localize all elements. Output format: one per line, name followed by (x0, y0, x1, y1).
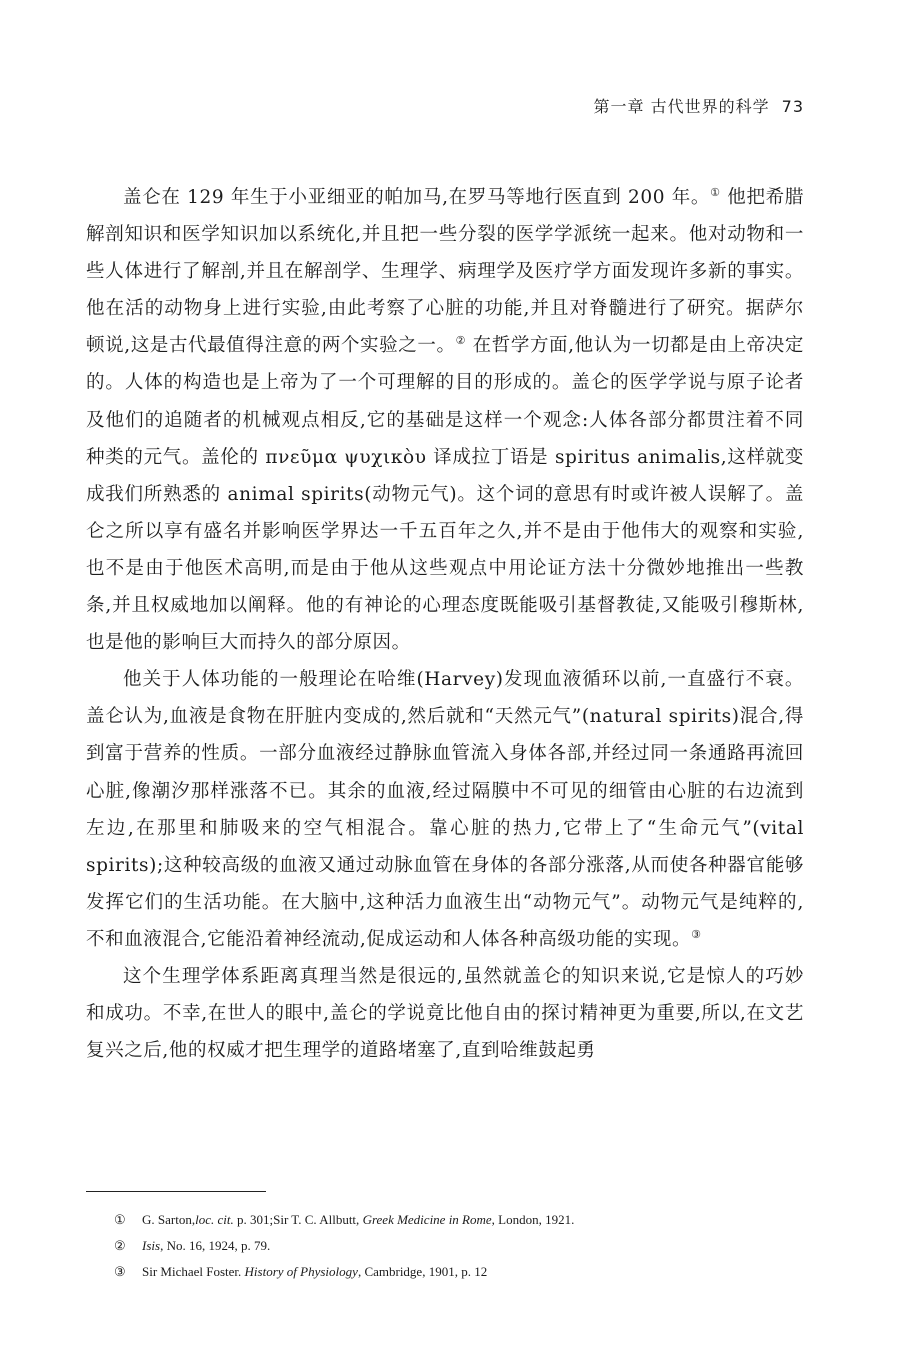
body-text (86, 179, 804, 1069)
footnote-mark: ① (114, 1212, 126, 1227)
footnote-rule (86, 1191, 266, 1192)
paragraph (86, 661, 804, 958)
text-segment: 他把希腊解剖知识和医学知识加以系统化,并且把一些分裂的医学学派统一起来。他对动物和一些人体进行了解剖,并且在解剖学、生理学、病理学及医疗学方面发现许多新的事实。他在活的动物身上进行实验,由此考察了心脏的功能,并且对脊髓进行了研究。据萨尔顿说,这是古代最值得注意的两个实验之一。 (86, 187, 804, 357)
footnote-title: History of Physiology (244, 1264, 358, 1279)
footnotes (114, 1207, 802, 1285)
footnote-item (114, 1233, 802, 1259)
footnote-text: Sir Michael Foster. (142, 1264, 245, 1279)
footnote-mark: ② (114, 1238, 126, 1253)
footnote-title: Greek Medicine in Rome (362, 1212, 492, 1227)
footnote-title: loc. cit. (195, 1212, 234, 1227)
footnote-mark: ③ (114, 1264, 126, 1279)
text-segment: 这个生理学体系距离真理当然是很远的,虽然就盖仑的知识来说,它是惊人的巧妙和成功。不幸,在世人的眼中,盖仑的学说竟比他自由的探讨精神更为重要,所以,在文艺复兴之后,他的权威才把生理学的道路堵塞了,直到哈维鼓起勇 (86, 965, 804, 1062)
footnote-text: p. 301;Sir T. C. Allbutt, (233, 1212, 363, 1227)
page-number: 73 (781, 97, 804, 116)
footnote-text: G. Sarton, (142, 1212, 196, 1227)
text-segment: 他关于人体功能的一般理论在哈维(Harvey)发现血液循环以前,一直盛行不衰。盖仑认为,血液是食物在肝脏内变成的,然后就和“天然元气”(natural spirits)混合,得到富于营养的性质。一部分血液经过静脉血管流入身体各部,并经过同一条通路再流回心脏,像潮汐那样涨落不已。其余的血液,经过隔膜中不可见的细管由心脏的右边流到左边,在那里和肺吸来的空气相混合。靠心脏的热力,它带上了“生命元气”(vital spirits);这种较高级的血液又通过动脉血管在身体的各部分涨落,从而使各种器官能够发挥它们的生活功能。在大脑中,这种活力血液生出“动物元气”。动物元气是纯粹的,不和血液混合,它能沿着神经流动,促成运动和人体各种高级功能的实现。 (86, 669, 804, 950)
paragraph (86, 958, 804, 1069)
footnote-ref: ③ (691, 927, 702, 941)
footnote-item (114, 1259, 802, 1285)
footnote-title: Isis (142, 1238, 161, 1253)
chapter-title: 第一章 古代世界的科学 (593, 97, 770, 116)
footnote-text: , No. 16, 1924, p. 79. (160, 1238, 271, 1253)
footnote-text: , London, 1921. (491, 1212, 575, 1227)
running-header (594, 94, 804, 117)
paragraph (86, 179, 804, 661)
text-segment: 盖仑在 129 年生于小亚细亚的帕加马,在罗马等地行医直到 200 年。 (123, 187, 711, 208)
footnote-ref: ② (455, 334, 467, 348)
text-segment: 在哲学方面,他认为一切都是由上帝决定的。人体的构造也是上帝为了一个可理解的目的形成的。盖仑的医学学说与原子论者及他们的追随者的机械观点相反,它的基础是这样一个观念:人体各部分都贯注着不同种类的元气。盖伦的 πνεῦμα ψυχικὸυ 译成拉丁语是 spiritus animalis,这样就变成我们所熟悉的 animal spirits(动物元气)。这个词的意思有时或许被人误解了。盖仑之所以享有盛名并影响医学界达一千五百年之久,并不是由于他伟大的观察和实验,也不是由于他医术高明,而是由于他从这些观点中用论证方法十分微妙地推出一些教条,并且权威地加以阐释。他的有神论的心理态度既能吸引基督教徒,又能吸引穆斯林,也是他的影响巨大而持久的部分原因。 (86, 335, 804, 654)
footnote-item (114, 1207, 802, 1233)
footnote-ref: ① (710, 185, 721, 199)
footnote-text: , Cambridge, 1901, p. 12 (357, 1264, 488, 1279)
